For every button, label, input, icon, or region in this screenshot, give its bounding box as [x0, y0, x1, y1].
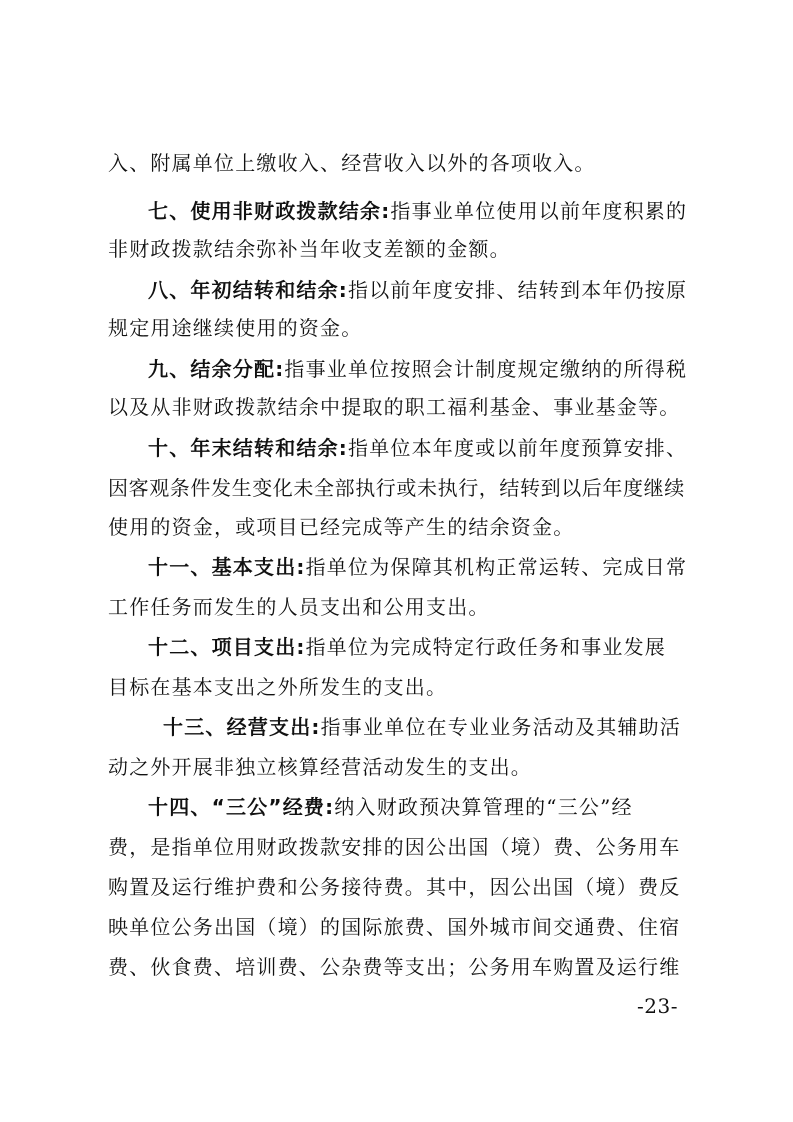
line-text: 以及从非财政拨款结余中提取的职工福利基金、事业基金等。	[108, 395, 681, 419]
line-text: 费、伙食费、培训费、公杂费等支出；公务用车购置及运行维	[108, 955, 681, 979]
term-heading: 十三、经营支出:	[163, 715, 321, 739]
paragraph-line	[108, 594, 688, 620]
section-heading-line	[148, 198, 688, 224]
paragraph-line	[108, 475, 688, 501]
term-heading: 九、结余分配:	[148, 357, 285, 381]
page-number: -23-	[637, 994, 678, 1018]
paragraph-line	[108, 954, 688, 980]
section-heading-line	[148, 794, 688, 820]
term-heading: 十一、基本支出:	[148, 555, 306, 579]
definition-text: 指单位为保障其机构正常运转、完成日常	[305, 555, 688, 579]
paragraph-line	[108, 514, 688, 540]
line-text: 因客观条件发生变化未全部执行或未执行，结转到以后年度继续	[108, 476, 685, 500]
section-heading-line	[148, 277, 688, 303]
paragraph-line	[108, 754, 688, 780]
paragraph-line	[108, 150, 688, 176]
line-text: 动之外开展非独立核算经营活动发生的支出。	[108, 755, 532, 779]
term-heading: 七、使用非财政拨款结余:	[148, 199, 391, 223]
section-heading-line	[163, 714, 688, 740]
term-heading: 十、年末结转和结余:	[148, 436, 348, 460]
paragraph-line	[108, 674, 688, 700]
definition-text: 指以前年度安排、结转到本年仍按原	[348, 278, 688, 302]
paragraph-line	[108, 315, 688, 341]
line-text: 规定用途继续使用的资金。	[108, 316, 363, 340]
section-heading-line	[148, 634, 688, 660]
definition-text: 指事业单位按照会计制度规定缴纳的所得税	[284, 357, 688, 381]
term-heading: 八、年初结转和结余:	[148, 278, 348, 302]
term-heading: 十四、“三公”经费:	[148, 795, 335, 819]
line-text: 费，是指单位用财政拨款安排的因公出国（境）费、公务用车	[108, 835, 681, 859]
definition-text: 指单位本年度或以前年度预算安排、	[348, 436, 688, 460]
paragraph-line	[108, 834, 688, 860]
line-text: 使用的资金，或项目已经完成等产生的结余资金。	[108, 515, 575, 539]
section-heading-line	[148, 356, 688, 382]
definition-text: 纳入财政预决算管理的“三公”经	[334, 795, 633, 819]
line-text: 购置及运行维护费和公务接待费。其中，因公出国（境）费反	[108, 875, 681, 899]
line-text: 入、附属单位上缴收入、经营收入以外的各项收入。	[108, 151, 596, 175]
definition-text: 指单位为完成特定行政任务和事业发展	[305, 635, 667, 659]
line-text: 映单位公务出国（境）的国际旅费、国外城市间交通费、住宿	[108, 915, 681, 939]
paragraph-line	[108, 394, 688, 420]
definition-text: 指事业单位使用以前年度积累的	[390, 199, 688, 223]
line-text: 非财政拨款结余弥补当年收支差额的金额。	[108, 237, 511, 261]
section-heading-line	[148, 435, 688, 461]
line-text: 工作任务而发生的人员支出和公用支出。	[108, 595, 490, 619]
paragraph-line	[108, 236, 688, 262]
term-heading: 十二、项目支出:	[148, 635, 306, 659]
definition-text: 指事业单位在专业业务活动及其辅助活	[320, 715, 682, 739]
section-heading-line	[148, 554, 688, 580]
paragraph-line	[108, 914, 688, 940]
paragraph-line	[108, 874, 688, 900]
line-text: 目标在基本支出之外所发生的支出。	[108, 675, 448, 699]
